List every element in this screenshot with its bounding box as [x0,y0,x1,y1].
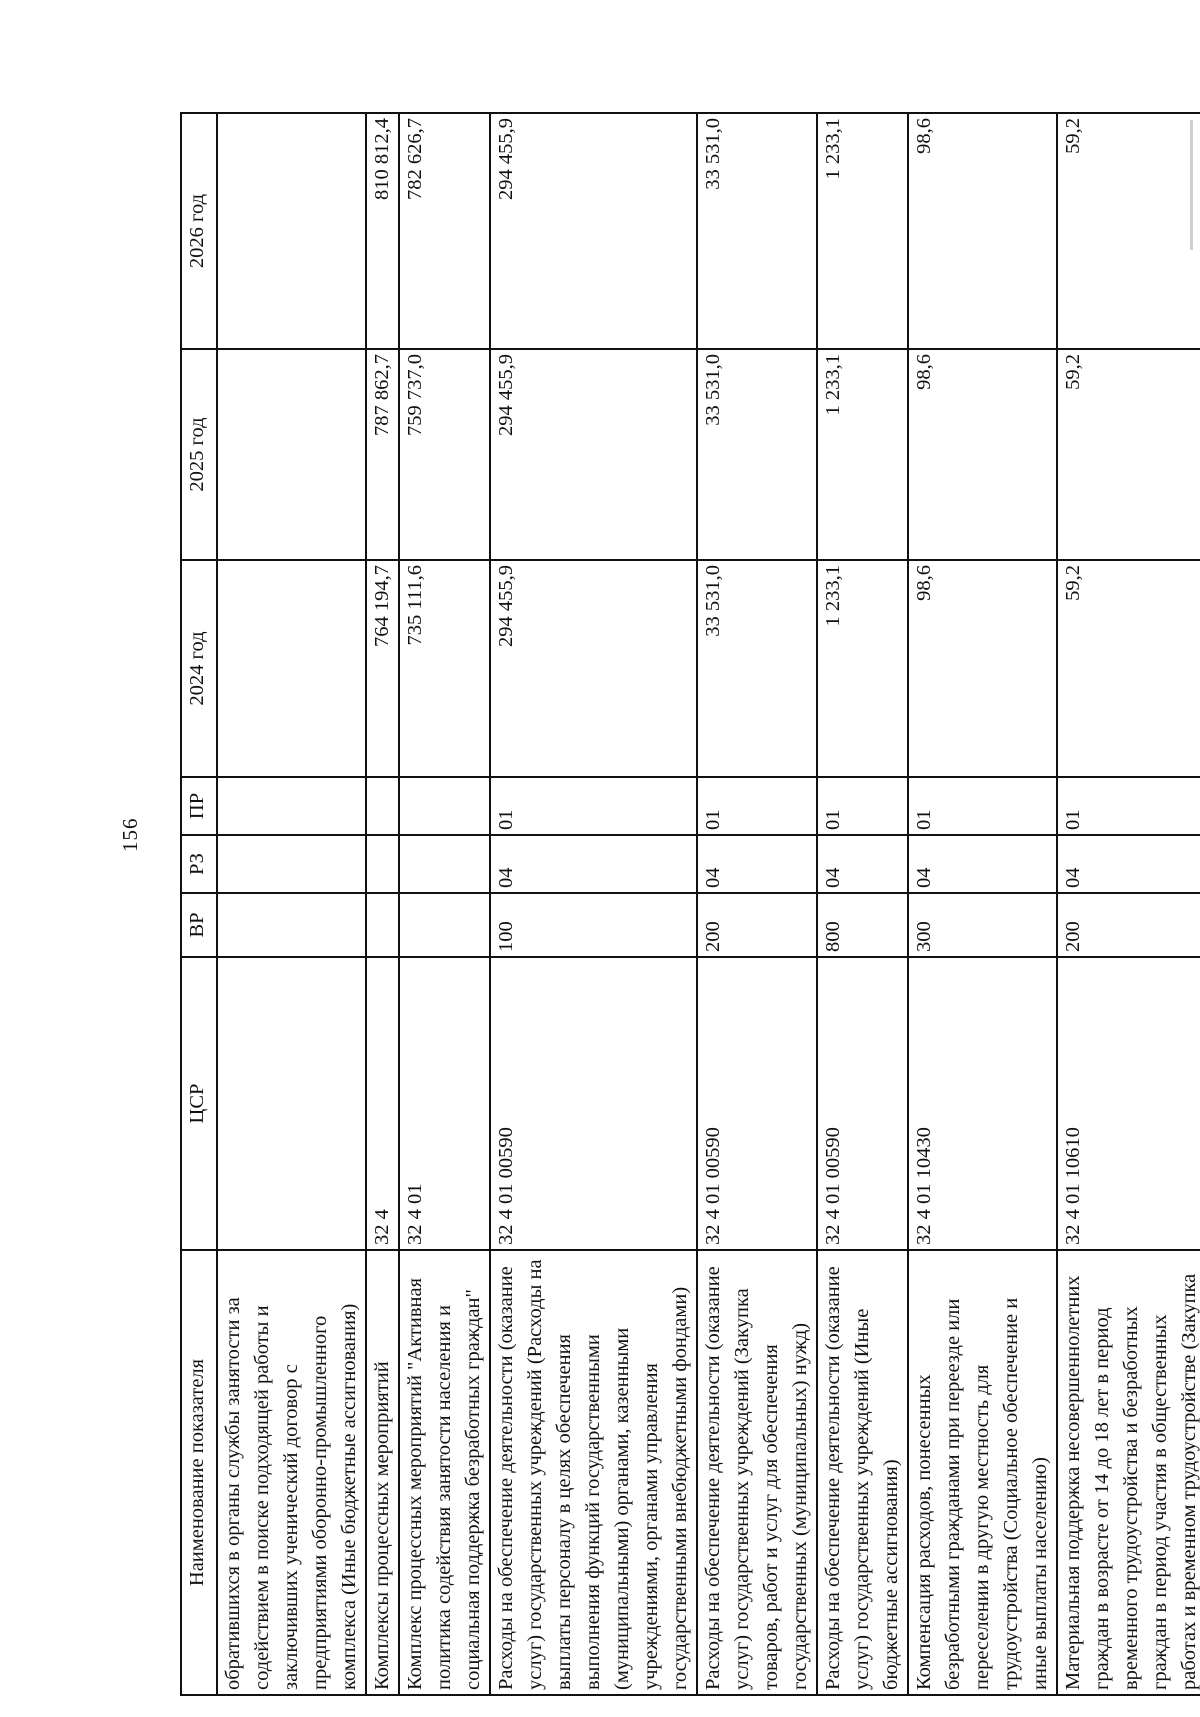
cell-pr: 01 [490,777,697,835]
cell-rz [366,835,399,893]
cell-2024: 59,2 [1057,560,1200,777]
table-header-row [181,113,217,1695]
cell-2026 [217,113,366,349]
cell-pr: 01 [697,777,817,835]
cell-vr: 300 [908,893,1057,957]
header-2024: 2024 год [181,560,217,777]
cell-csr: 32 4 [366,957,399,1250]
header-2026: 2026 год [181,113,217,349]
cell-2026: 782 626,7 [399,113,490,349]
cell-name: обратившихся в органы службы занятости за содействием в поиске подходящей работы и заключивших ученический договор с предприятиями оборонно-промышленного комплекса (Иные бюджетные ассигнования) [217,1250,366,1695]
cell-rz: 04 [697,835,817,893]
cell-rz: 04 [817,835,908,893]
cell-csr: 32 4 01 00590 [697,957,817,1250]
cell-csr: 32 4 01 10430 [908,957,1057,1250]
cell-csr: 32 4 01 00590 [490,957,697,1250]
cell-pr: 01 [908,777,1057,835]
cell-csr: 32 4 01 [399,957,490,1250]
table-row [908,113,1057,1695]
cell-name: Материальная поддержка несовершеннолетних граждан в возрасте от 14 до 18 лет в период временного трудоустройства и безработных граждан в период участия в общественных работах и временном трудоустройстве (Закупка [1057,1250,1200,1695]
table-row [817,113,908,1695]
header-csr: ЦСР [181,957,217,1250]
cell-rz: 04 [490,835,697,893]
cell-vr [399,893,490,957]
cell-rz [217,835,366,893]
rotated-table-container [180,114,1200,1696]
header-2025: 2025 год [181,349,217,560]
cell-2026: 59,2 [1057,113,1200,349]
cell-2025 [217,349,366,560]
cell-name: Комплексы процессных мероприятий [366,1250,399,1695]
header-vr: ВР [181,893,217,957]
cell-name: Комплекс процессных мероприятий "Активная политика содействия занятости населения и социальная поддержка безработных граждан" [399,1250,490,1695]
page-number: 156 [118,817,142,852]
cell-rz [399,835,490,893]
table-row [399,113,490,1695]
cell-vr [217,893,366,957]
cell-2026: 294 455,9 [490,113,697,349]
cell-csr: 32 4 01 00590 [817,957,908,1250]
table-row [490,113,697,1695]
cell-pr [217,777,366,835]
cell-2024: 33 531,0 [697,560,817,777]
table-row [697,113,817,1695]
cell-2026: 1 233,1 [817,113,908,349]
cell-2025: 1 233,1 [817,349,908,560]
cell-2024: 294 455,9 [490,560,697,777]
cell-pr [366,777,399,835]
cell-rz: 04 [908,835,1057,893]
cell-2026: 98,6 [908,113,1057,349]
scan-edge-mark [1190,120,1193,250]
header-name: Наименование показателя [181,1250,217,1695]
cell-2025: 59,2 [1057,349,1200,560]
cell-pr: 01 [817,777,908,835]
cell-2025: 759 737,0 [399,349,490,560]
table-row [1057,113,1200,1695]
budget-table [180,112,1200,1696]
table-row [217,113,366,1695]
cell-vr: 100 [490,893,697,957]
header-rz: РЗ [181,835,217,893]
cell-2024: 98,6 [908,560,1057,777]
cell-pr: 01 [1057,777,1200,835]
cell-2026: 810 812,4 [366,113,399,349]
cell-csr [217,957,366,1250]
cell-2024: 764 194,7 [366,560,399,777]
cell-name: Расходы на обеспечение деятельности (оказание услуг) государственных учреждений (Расходы на выплаты персоналу в целях обеспечения выполнения функций государственными (муниципальными) органами, казенными учреждениями, органами управления государственными внебюджетными фондами) [490,1250,697,1695]
cell-vr [366,893,399,957]
cell-vr: 800 [817,893,908,957]
cell-2024 [217,560,366,777]
cell-name: Компенсация расходов, понесенных безработными гражданами при переезде или переселении в другую местность для трудоустройства (Социальное обеспечение и иные выплаты населению) [908,1250,1057,1695]
cell-pr [399,777,490,835]
cell-vr: 200 [697,893,817,957]
cell-rz: 04 [1057,835,1200,893]
cell-2026: 33 531,0 [697,113,817,349]
cell-2025: 294 455,9 [490,349,697,560]
cell-vr: 200 [1057,893,1200,957]
header-pr: ПР [181,777,217,835]
table-row [366,113,399,1695]
cell-2024: 735 111,6 [399,560,490,777]
cell-name: Расходы на обеспечение деятельности (оказание услуг) государственных учреждений (Иные бюджетные ассигнования) [817,1250,908,1695]
cell-2025: 787 862,7 [366,349,399,560]
cell-2024: 1 233,1 [817,560,908,777]
cell-csr: 32 4 01 10610 [1057,957,1200,1250]
cell-2025: 33 531,0 [697,349,817,560]
cell-name: Расходы на обеспечение деятельности (оказание услуг) государственных учреждений (Закупка товаров, работ и услуг для обеспечения государственных (муниципальных) нужд) [697,1250,817,1695]
cell-2025: 98,6 [908,349,1057,560]
